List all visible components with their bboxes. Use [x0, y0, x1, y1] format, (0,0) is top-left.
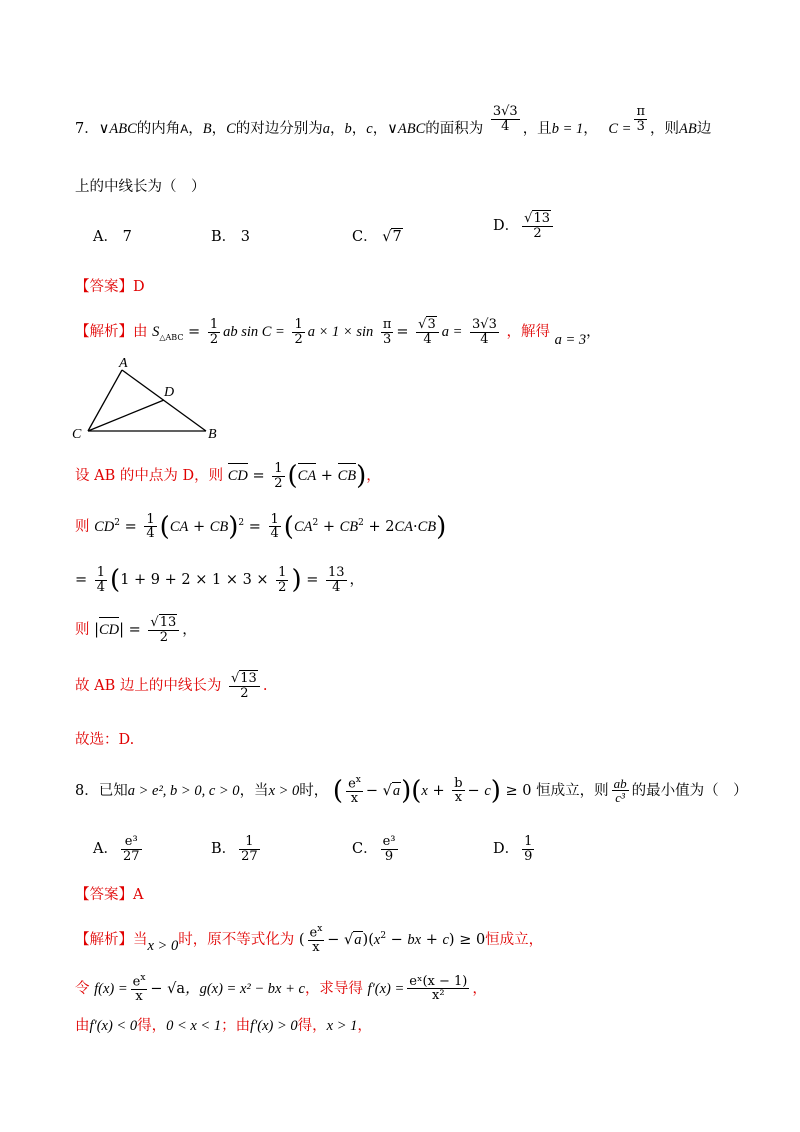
q7-calc-line: = $\frac{1}{4}$ (1 + 9 + 2 × 1 × 3 × $\frac{1}{2}$ ) = $\frac{13}{4}$ ，: [75, 565, 365, 596]
q7-midpoint-line: 设 AB 的中点为 D，则 CD = $\frac{1}{2}$ (CA + CB)，: [75, 461, 381, 492]
vertex-b-label: B: [208, 427, 217, 440]
q8-analysis-line3: 由f′(x) < 0得，0 < x < 1；由f′(x) > 0得，x > 1，: [75, 1018, 372, 1034]
q7-choose: 故选：D.: [75, 732, 135, 748]
q8-option-c[interactable]: C． $\frac{\text{e³}}{9}$: [352, 834, 396, 864]
vertex-c-label: C: [72, 427, 82, 440]
q7-length-line: 则 |CD| = $\frac{√13}{2}$ ，: [75, 615, 197, 645]
q7-answer: 【答案】D: [75, 279, 145, 295]
q8-option-d[interactable]: D． $\frac{1}{9}$: [493, 834, 533, 864]
q8-option-b[interactable]: B． $\frac{1}{27}$: [211, 834, 258, 864]
median-cd: [88, 400, 164, 431]
q8-analysis-line1: 【解析】当x > 0时，原不等式化为 ( $\frac{e^x}{x}$ − $√a)(x^2$ − bx + c) ≥ 0恒成立，: [75, 924, 544, 955]
triangle-diagram: [66, 355, 226, 440]
vertex-d-label: D: [164, 385, 175, 400]
q8-stem: 8．已知a > e², b > 0, c > 0，当x > 0时， ( $\frac{e^x}{x}$ − √a)(x + $\frac{b}{x}$ − c) ≥ 0 恒成立，则 $\frac{ab}{\text{c³}}$ 的最小值为（ ）: [75, 775, 748, 806]
q7-square-line: 则 $CD^2$ = $\frac{1}{4}$ (CA + CB)$^2$ = $\frac{1}{4}$ $(CA^2 + CB^2 + 2CA\cdot CB)$: [75, 511, 447, 542]
q7-stem-line1: 7．∨ABC的内角A，B，C的对边分别为a，b，c，∨ABC的面积为 $\frac{3√3}{4}$ ，且b = 1， C = $\frac{\pi}{3}$ ，则AB边: [75, 103, 712, 137]
q7-stem-line2: 上的中线长为（ ）: [75, 179, 206, 195]
q7-conclusion: 故 AB 边上的中线长为 $\frac{√13}{2}$ .: [75, 671, 268, 701]
q7-analysis-line1: 【解析】由 $S_{\triangle ABC}$ = $\frac{1}{2}$ ab sin C = $\frac{1}{2}$ a × 1 × sin $\frac{\pi}{3}$ = $\frac{√3}{4}$ a = $\frac{3√3}{4}$ ，解得 a = 3，: [75, 317, 601, 349]
q7-option-c[interactable]: C． √7: [352, 229, 402, 245]
vertex-a-label: A: [119, 356, 128, 371]
q7-option-b[interactable]: B． 3: [211, 229, 250, 245]
q7-option-d[interactable]: D． $\frac{√13}{2}$: [493, 212, 556, 240]
q8-option-a[interactable]: A． $\frac{\text{e³}}{27}$: [93, 834, 140, 864]
edge-ca: [88, 370, 122, 431]
q7-option-a[interactable]: A． 7: [93, 229, 132, 245]
area-fraction: $\frac{3√3}{4}$: [492, 103, 518, 134]
q8-analysis-line2: 令 f(x) = $\frac{e^x}{x}$ − √a，g(x) = x² − bx + c，求导得 f′(x) = $\frac{\text{eˣ(x − 1)}}{\text{x²}}$ ，: [75, 973, 487, 1004]
q8-answer: 【答案】A: [75, 887, 144, 903]
